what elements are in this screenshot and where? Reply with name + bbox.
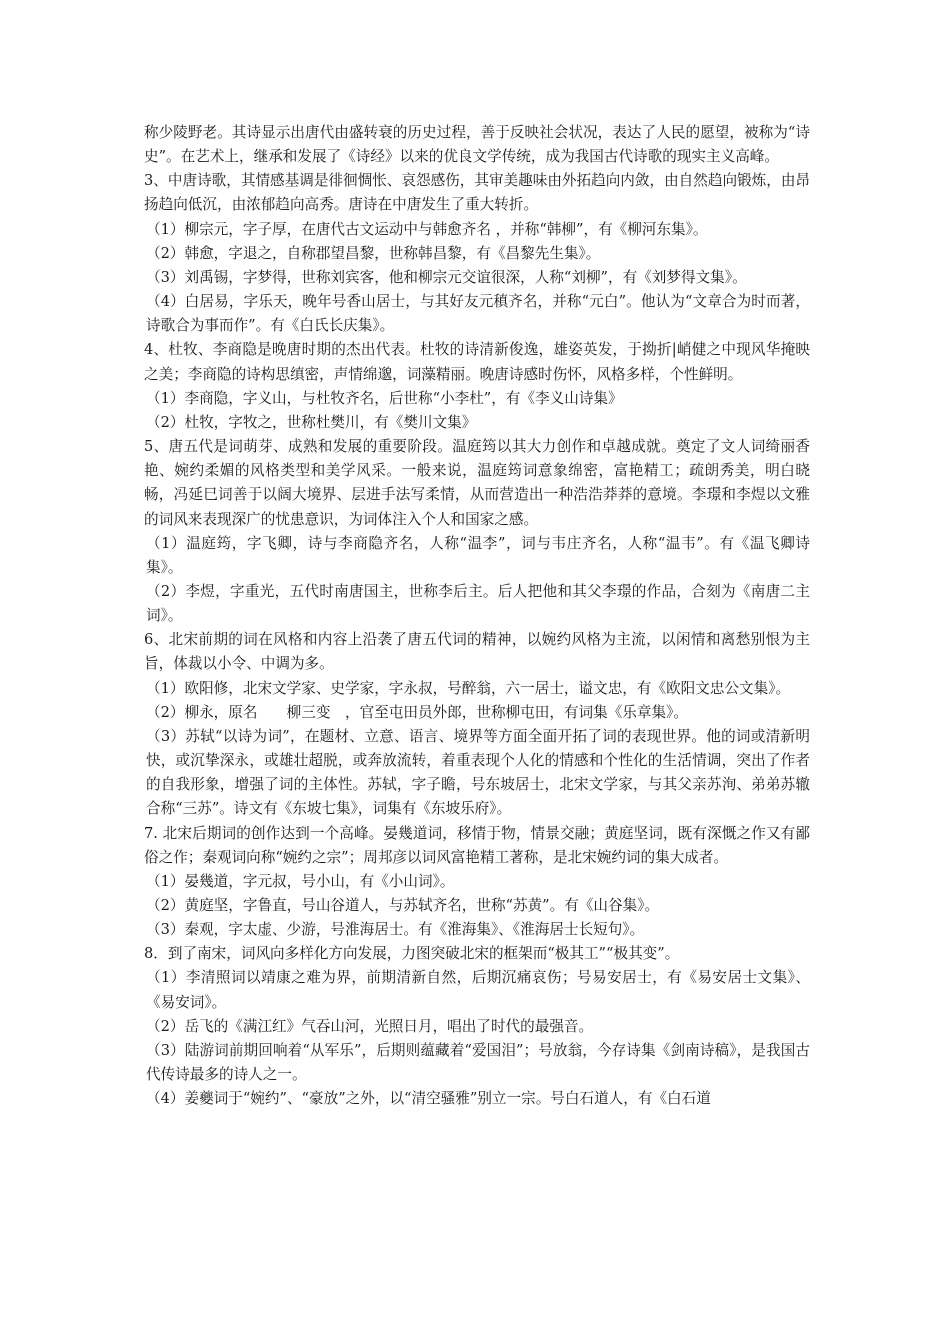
list-item: （3）苏轼“以诗为词”，在题材、立意、语言、境界等方面全面开拓了词的表现世界。他的词或清新明快，或沉挚深永，或雄壮超脱，或奔放流转，着重表现个人化的情感和个性化的生活情调，突出了作者的自我形象，增强了词的主体性。苏轼，字子瞻，号东坡居士，北宋文学家，与其父亲苏洵、弟弟苏辙合称“三苏”。诗文有《东坡七集》，词集有《东坡乐府》。 bbox=[146, 727, 810, 818]
list-item: （4）白居易，字乐天，晚年号香山居士，与其好友元稹齐名，并称“元白”。他认为“文章合为时而著，诗歌合为事而作”。有《白氏长庆集》。 bbox=[146, 293, 810, 335]
list-item: （1）李清照词以靖康之难为界，前期清新自然，后期沉痛哀伤；号易安居士，有《易安居士文集》、《易安词》。 bbox=[146, 969, 810, 1011]
list-item: （2）韩愈，字退之，自称郡望昌黎，世称韩昌黎，有《昌黎先生集》。 bbox=[146, 244, 601, 262]
paragraph: 称少陵野老。其诗显示出唐代由盛转衰的历史过程，善于反映社会状况，表达了人民的愿望，被称为“诗史”。在艺术上，继承和发展了《诗经》以来的优良文学传统，成为我国古代诗歌的现实主义高峰。 bbox=[144, 124, 810, 166]
list-item: （1）欧阳修，北宋文学家、史学家，字永叔，号醉翁，六一居士，谥文忠，有《欧阳文忠公文集》。 bbox=[146, 679, 791, 697]
list-item: （3）刘禹锡，字梦得，世称刘宾客，他和柳宗元交谊很深，人称“刘柳”，有《刘梦得文集》。 bbox=[146, 268, 747, 286]
list-item: （4）姜夔词于“婉约”、“豪放”之外，以“清空骚雅”别立一宗。号白石道人，有《白石道 bbox=[146, 1090, 711, 1108]
list-item: （2）李煜，字重光，五代时南唐国主，世称李后主。后人把他和其父李璟的作品，合刻为《南唐二主词》。 bbox=[146, 582, 810, 625]
section-heading: 3、中唐诗歌，其情感基调是徘徊惆怅、哀怨感伤，其审美趣味由外拓趋向内敛，由自然趋向锻炼，由昂扬趋向低沉，由浓郁趋向高秀。唐诗在中唐发生了重大转折。 bbox=[144, 172, 811, 214]
document-body bbox=[144, 121, 810, 1111]
list-item: （2）杜牧，字牧之，世称杜樊川，有《樊川文集》 bbox=[146, 413, 477, 431]
list-item: （2）柳永，原名 柳三变 ，官至屯田员外郎，世称柳屯田，有词集《乐章集》。 bbox=[146, 703, 688, 721]
list-item: （1）李商隐，字义山，与杜牧齐名，后世称“小李杜”，有《李义山诗集》 bbox=[146, 389, 623, 407]
list-item: （3）秦观，字太虚、少游，号淮海居士。有《淮海集》、《淮海居士长短句》。 bbox=[146, 921, 645, 939]
section-heading: 8．到了南宋，词风向多样化方向发展，力图突破北宋的框架而“极其工”“极其变”。 bbox=[144, 945, 680, 963]
section-heading: 5、唐五代是词萌芽、成熟和发展的重要阶段。温庭筠以其大力创作和卓越成就。奠定了文人词绮丽香艳、婉约柔媚的风格类型和美学风采。一般来说，温庭筠词意象绵密，富艳精工；疏朗秀美，明白晓畅，冯延巳词善于以阔大境界、层进手法写柔情，从而营造出一种浩浩莽莽的意境。李璟和李煜以文雅的词风来表现深广的忧患意识，为词体注入个人和国家之感。 bbox=[144, 438, 810, 528]
list-item: （2）岳飞的《满江红》气吞山河，光照日月，唱出了时代的最强音。 bbox=[146, 1017, 594, 1035]
section-heading: 6、北宋前期的词在风格和内容上沿袭了唐五代词的精神，以婉约风格为主流，以闲情和离愁别恨为主旨，体裁以小令、中调为多。 bbox=[144, 631, 810, 673]
list-item: （3）陆游词前期回响着“从军乐”，后期则蕴藏着“爱国泪”；号放翁，今存诗集《剑南诗稿》，是我国古代传诗最多的诗人之一。 bbox=[146, 1041, 810, 1084]
section-heading: 4、杜牧、李商隐是晚唐时期的杰出代表。杜牧的诗清新俊逸，雄姿英发，于拗折|峭健之中现风华掩映之美；李商隐的诗构思缜密，声情绵邈，词藻精丽。晚唐诗感时伤怀，风格多样，个性鲜明。 bbox=[144, 341, 810, 383]
list-item: （1）温庭筠，字飞卿，诗与李商隐齐名，人称“温李”，词与韦庄齐名，人称“温韦”。有《温飞卿诗集》。 bbox=[146, 534, 810, 576]
list-item: （1）柳宗元，字子厚，在唐代古文运动中与韩愈齐名 ，并称“韩柳”，有《柳河东集》。 bbox=[146, 220, 708, 238]
list-item: （2）黄庭坚，字鲁直，号山谷道人，与苏轼齐名，世称“苏黄”。有《山谷集》。 bbox=[146, 897, 660, 914]
section-heading: 7. 北宋后期词的创作达到一个高峰。晏幾道词，移情于物，情景交融；黄庭坚词，既有深慨之作又有鄙俗之作；秦观词向称“婉约之宗”；周邦彦以词风富艳精工著称，是北宋婉约词的集大成者。 bbox=[144, 824, 810, 866]
list-item: （1）晏幾道，字元叔，号小山，有《小山词》。 bbox=[146, 872, 455, 890]
